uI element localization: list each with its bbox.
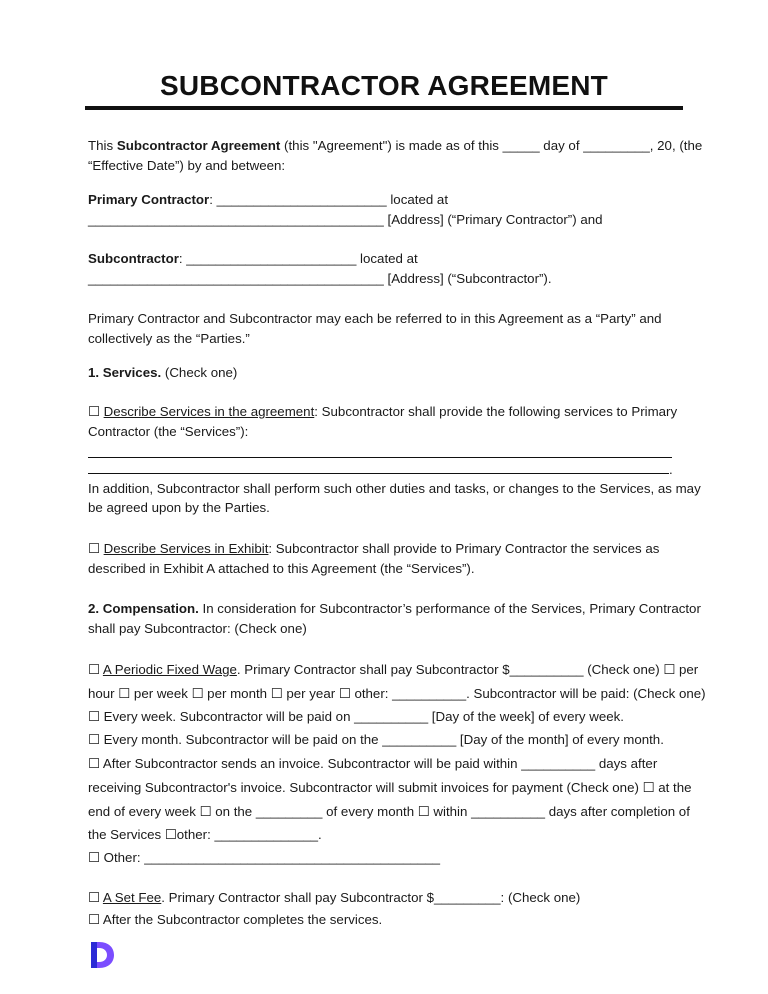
wage-line-2: hour ☐ per week ☐ per month ☐ per year ☐ other: __________. Subcontractor will be paid: (Check one): [88, 686, 706, 701]
parties-line-2: collectively as the “Parties.”: [88, 331, 250, 346]
services-heading-label: 1. Services.: [88, 365, 162, 380]
wage-checkbox[interactable]: ☐: [88, 662, 103, 677]
intro-agreement-name: Subcontractor Agreement: [116, 138, 281, 153]
services-description-period: .: [669, 462, 673, 477]
wage-label: A Periodic Fixed Wage: [102, 662, 237, 677]
intro-text-post: (this "Agreement") is made as of this _____ day of _________, 20, (the: [280, 138, 703, 153]
services-exhibit-checkbox[interactable]: ☐: [88, 541, 104, 556]
services-heading-note: (Check one): [161, 365, 238, 380]
intro-line-2: “Effective Date”) by and between:: [88, 158, 286, 173]
services-addition-line-1: In addition, Subcontractor shall perform such other duties and tasks, or changes to the Services, as may: [88, 481, 701, 496]
services-addition-line-2: be agreed upon by the Parties.: [88, 500, 270, 515]
services-heading: [88, 364, 237, 381]
services-exhibit-label: Describe Services in Exhibit: [103, 541, 269, 556]
set-fee-option: [88, 889, 580, 906]
document-title: SUBCONTRACTOR AGREEMENT: [160, 70, 608, 101]
primary-contractor-line-1: [88, 191, 448, 208]
services-option-agreement-line-2: Contractor (the “Services”):: [88, 424, 249, 439]
intro-line-1: [88, 137, 702, 154]
wage-option: [88, 661, 698, 678]
wage-line-invoice-2: receiving Subcontractor's invoice. Subcontractor will submit invoices for payment (Check one) ☐ at the: [88, 780, 692, 795]
wage-line-other: ☐ Other: ________________________________________: [88, 850, 441, 865]
wage-line-invoice-3: end of every week ☐ on the _________ of every month ☐ within __________ days after completion of: [88, 804, 690, 819]
wage-line-invoice-4: the Services ☐other: ______________.: [88, 827, 322, 842]
compensation-heading-label: 2. Compensation.: [88, 601, 199, 616]
primary-contractor-name-blank: : _______________________ located at: [209, 192, 449, 207]
services-option-agreement: [88, 403, 677, 420]
set-fee-checkbox[interactable]: ☐: [88, 890, 103, 905]
services-description-blank-1[interactable]: [88, 457, 672, 458]
subcontractor-name-blank: : _______________________ located at: [178, 251, 418, 266]
services-description-blank-2[interactable]: [88, 473, 669, 474]
parties-line-1: Primary Contractor and Subcontractor may each be referred to in this Agreement as a “Party” and: [88, 311, 662, 326]
intro-text-pre: This: [88, 138, 117, 153]
title-divider: [85, 106, 683, 110]
services-agreement-label: Describe Services in the agreement: [103, 404, 315, 419]
wage-line-every-month: ☐ Every month. Subcontractor will be paid on the __________ [Day of the month] of every month.: [88, 732, 664, 747]
subcontractor-line-2: ________________________________________ [Address] (“Subcontractor”).: [88, 271, 552, 286]
set-fee-label: A Set Fee: [102, 890, 162, 905]
wage-line-invoice: ☐ After Subcontractor sends an invoice. Subcontractor will be paid within __________ days after: [88, 756, 658, 771]
services-agreement-checkbox[interactable]: ☐: [88, 404, 104, 419]
wage-line-every-week: ☐ Every week. Subcontractor will be paid on __________ [Day of the week] of every week.: [88, 709, 624, 724]
set-fee-text: . Primary Contractor shall pay Subcontractor $_________: (Check one): [161, 890, 581, 905]
set-fee-line-2: ☐ After the Subcontractor completes the services.: [88, 912, 383, 927]
services-exhibit-text: : Subcontractor shall provide to Primary Contractor the services as: [268, 541, 660, 556]
wage-text: . Primary Contractor shall pay Subcontractor $__________ (Check one) ☐ per: [236, 662, 699, 677]
compensation-heading: [88, 600, 701, 617]
compensation-heading-text: In consideration for Subcontractor’s performance of the Services, Primary Contractor: [198, 601, 701, 616]
subcontractor-label: Subcontractor: [88, 251, 179, 266]
primary-contractor-line-2: ________________________________________ [Address] (“Primary Contractor”) and: [88, 212, 603, 227]
brand-logo-icon: [88, 940, 116, 970]
services-option-exhibit: [88, 540, 659, 557]
services-option-exhibit-line-2: described in Exhibit A attached to this Agreement (the “Services”).: [88, 561, 475, 576]
services-agreement-text: : Subcontractor shall provide the following services to Primary: [314, 404, 678, 419]
primary-contractor-label: Primary Contractor: [88, 192, 210, 207]
compensation-line-2: shall pay Subcontractor: (Check one): [88, 621, 307, 636]
subcontractor-line-1: [88, 250, 418, 267]
